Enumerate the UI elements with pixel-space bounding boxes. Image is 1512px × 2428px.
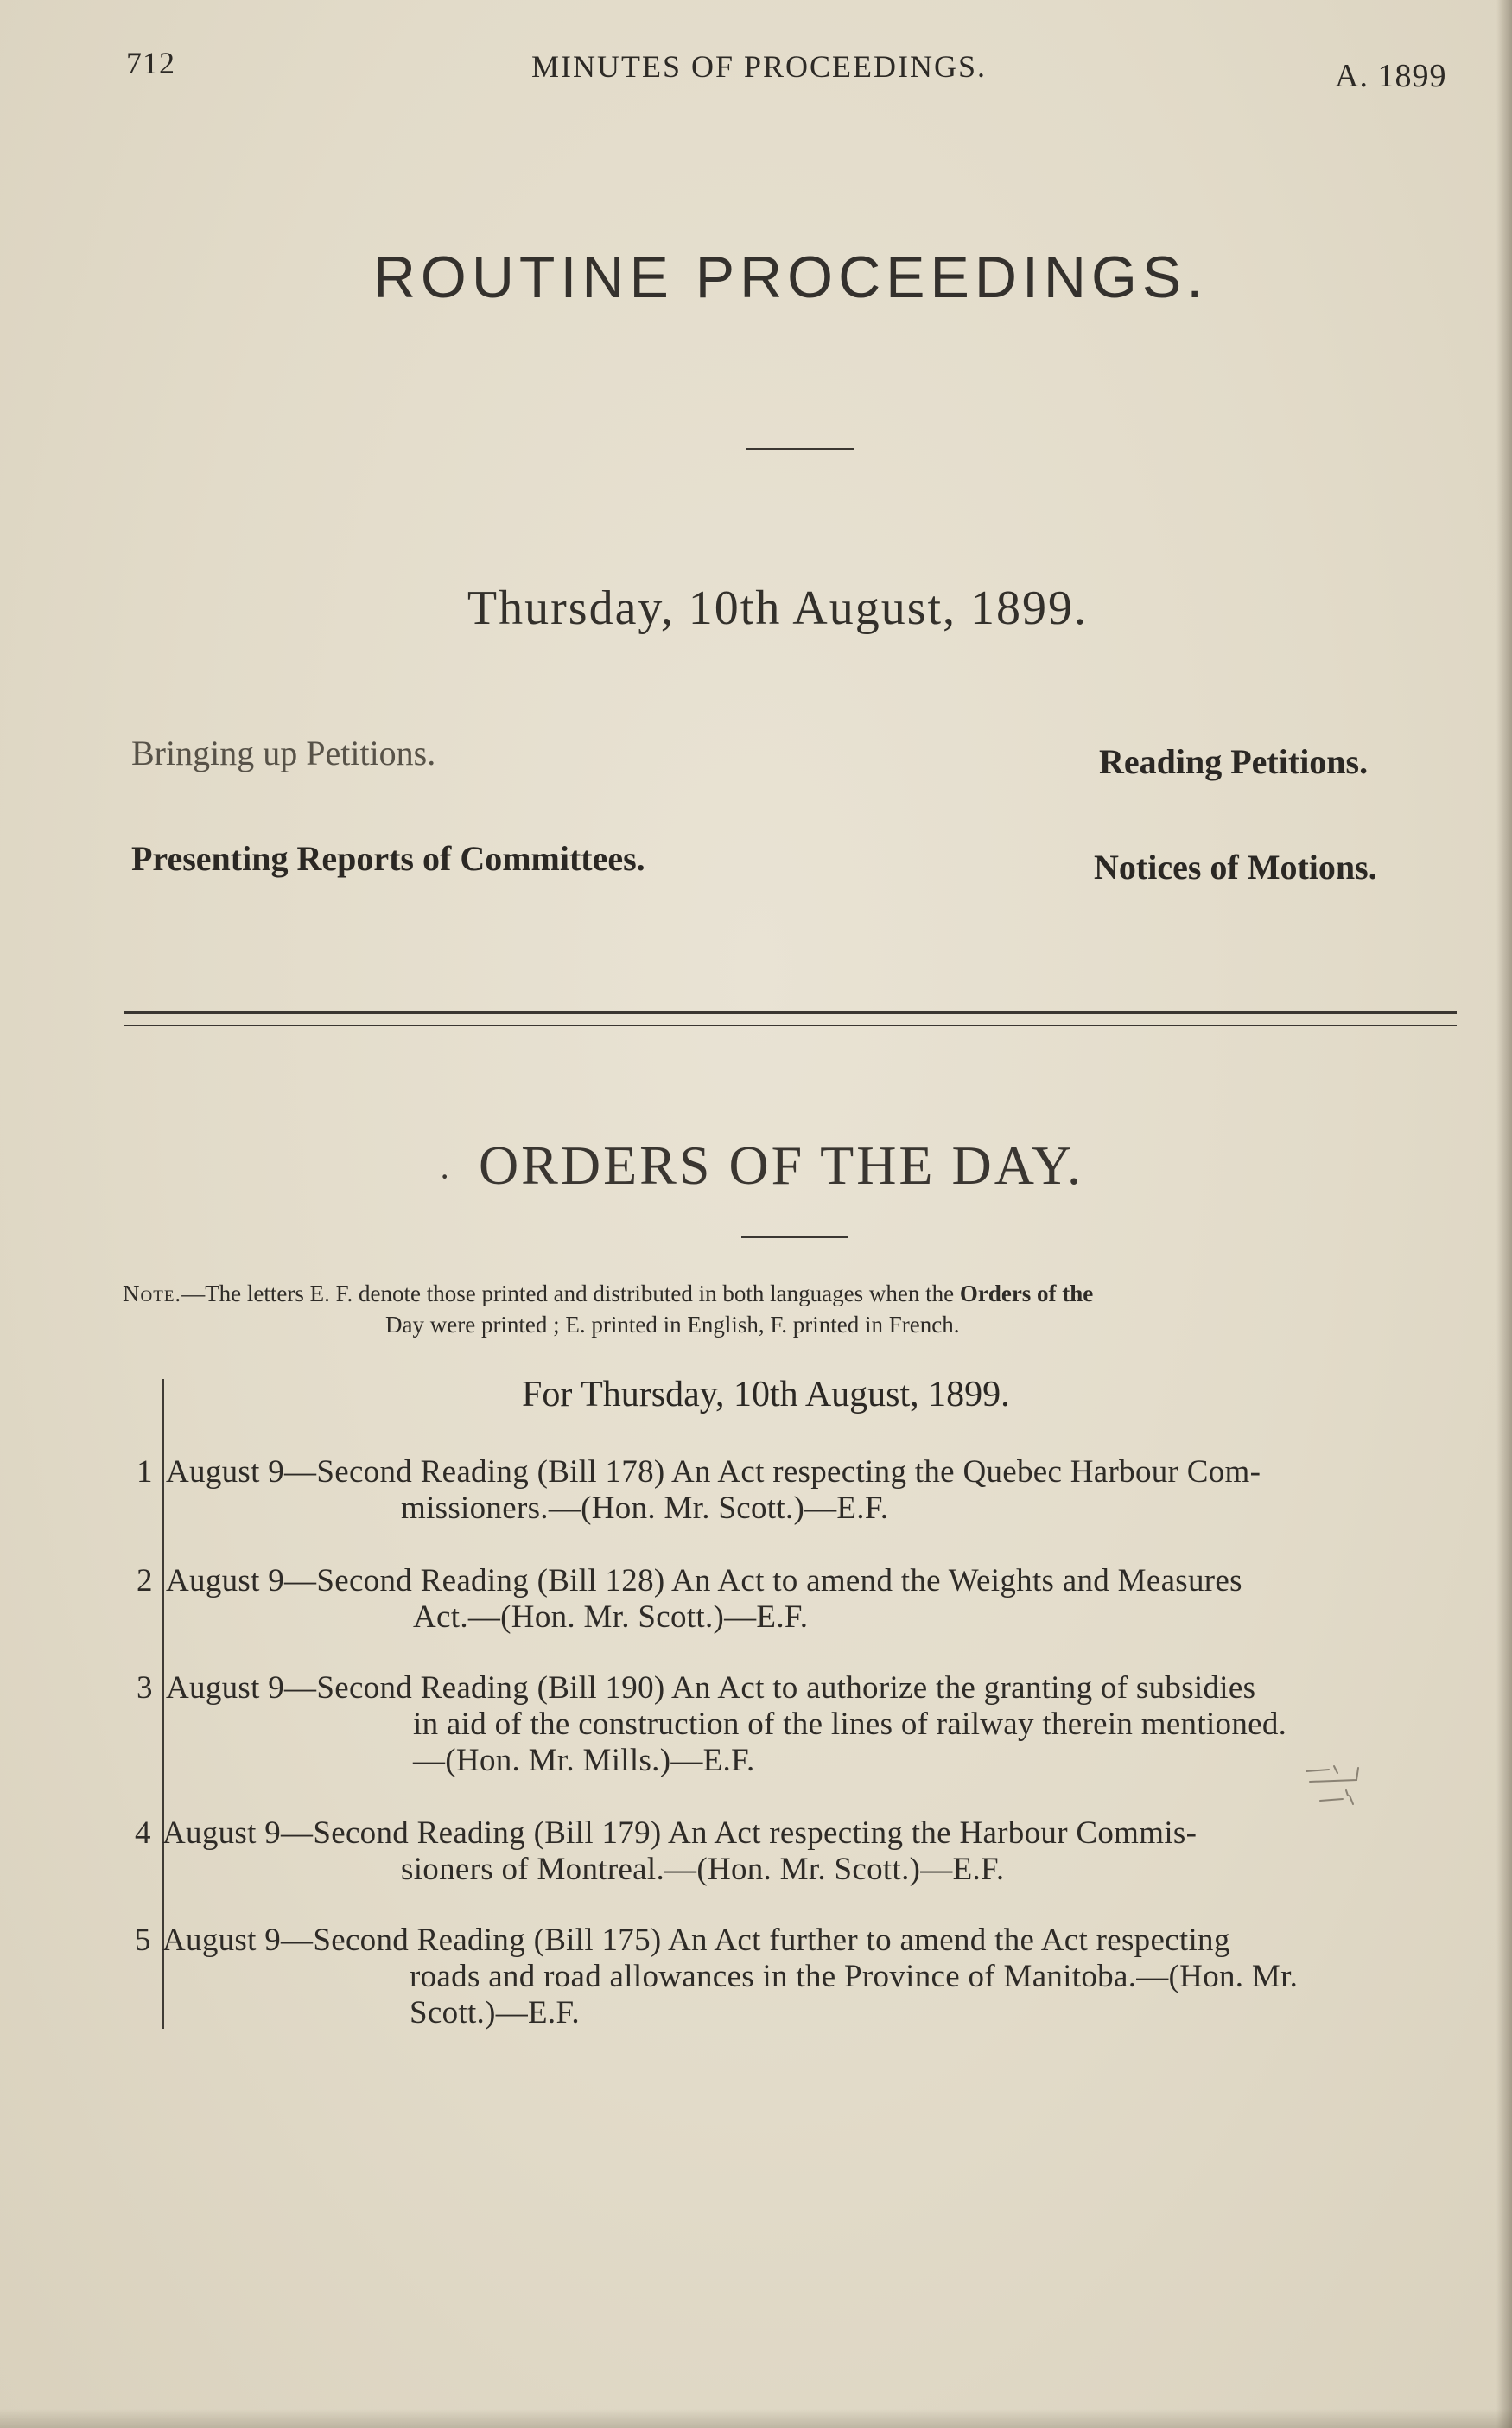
note-line-1-strong: Orders of the	[959, 1281, 1094, 1306]
pencil-mark-icon	[1303, 1756, 1363, 1816]
routine-proceedings-title-text: ROUTINE PROCEEDINGS.	[372, 245, 1209, 310]
orders-divider	[741, 1236, 848, 1238]
page-bottom-shadow	[0, 2409, 1512, 2428]
note-line-2: Day were printed ; E. printed in English, F. printed in French.	[385, 1312, 960, 1338]
order-line: —(Hon. Mr. Mills.)—E.F.	[413, 1743, 755, 1778]
order-number: 2	[137, 1563, 153, 1599]
running-head: MINUTES OF PROCEEDINGS.	[531, 49, 988, 84]
stray-dot-mark: ·	[439, 1157, 451, 1196]
year-mark: A. 1899	[1335, 58, 1447, 94]
routine-item-bringing-up-petitions: Bringing up Petitions.	[131, 734, 436, 772]
order-line: August 9—Second Reading (Bill 190) An Act to authorize the granting of subsidies	[166, 1670, 1256, 1706]
order-line: August 9—Second Reading (Bill 179) An Act respecting the Harbour Commis-	[162, 1815, 1198, 1851]
order-number: 5	[135, 1923, 151, 1958]
section-divider-bottom	[124, 1025, 1457, 1026]
orders-of-the-day-title	[0, 1134, 1512, 1198]
order-line: sioners of Montreal.—(Hon. Mr. Scott.)—E.F.	[401, 1852, 1005, 1887]
order-line: August 9—Second Reading (Bill 178) An Act respecting the Quebec Harbour Com-	[166, 1454, 1261, 1490]
order-number: 3	[137, 1670, 153, 1706]
order-line: Scott.)—E.F.	[410, 1995, 580, 2031]
orders-of-the-day-title-text: ORDERS OF THE DAY.	[478, 1135, 1084, 1196]
routine-item-reading-petitions: Reading Petitions.	[1099, 742, 1369, 781]
order-line: missioners.—(Hon. Mr. Scott.)—E.F.	[401, 1490, 889, 1526]
order-line: roads and road allowances in the Province of Manitoba.—(Hon. Mr.	[410, 1959, 1299, 1994]
title-divider	[746, 448, 854, 450]
order-line: August 9—Second Reading (Bill 175) An Act further to amend the Act respecting	[162, 1923, 1230, 1958]
order-line: August 9—Second Reading (Bill 128) An Act to amend the Weights and Measures	[166, 1563, 1242, 1599]
orders-date-heading: For Thursday, 10th August, 1899.	[522, 1375, 1010, 1414]
note-label: Note.	[123, 1281, 182, 1306]
order-number: 1	[137, 1454, 153, 1490]
date-heading	[0, 581, 1512, 636]
order-line: in aid of the construction of the lines of railway therein mentioned.	[413, 1707, 1287, 1742]
section-divider-top	[124, 1011, 1457, 1014]
routine-item-notices-of-motions: Notices of Motions.	[1094, 848, 1377, 887]
order-number: 4	[135, 1815, 151, 1851]
note-line-1-text: —The letters E. F. denote those printed and distributed in both languages when the	[181, 1281, 960, 1306]
date-heading-text: Thursday, 10th August, 1899.	[467, 582, 1089, 635]
routine-proceedings-title	[0, 244, 1512, 311]
note-line-1	[123, 1281, 1093, 1307]
routine-item-presenting-reports: Presenting Reports of Committees.	[131, 839, 645, 878]
page-number: 712	[126, 46, 175, 80]
order-line: Act.—(Hon. Mr. Scott.)—E.F.	[413, 1599, 809, 1635]
page-edge-shadow	[1496, 0, 1512, 2428]
